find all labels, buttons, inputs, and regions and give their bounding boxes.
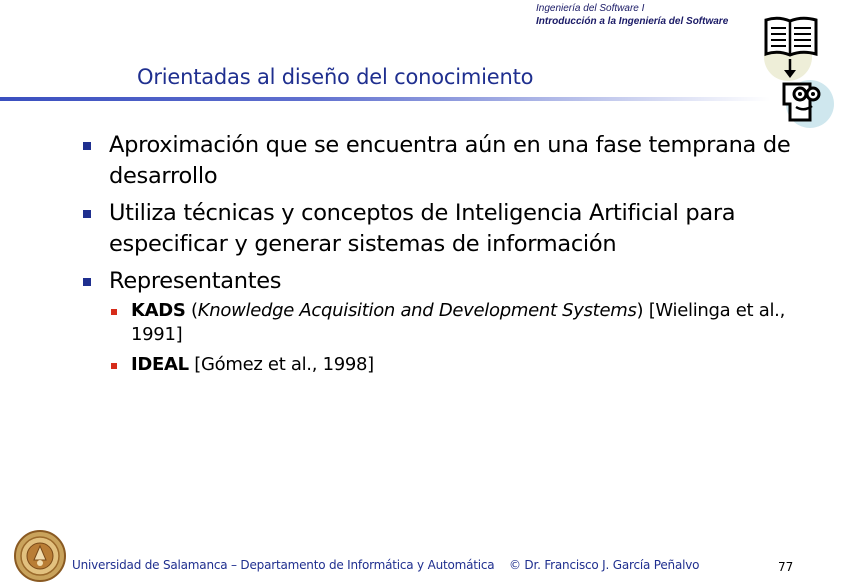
title-divider [0, 97, 770, 101]
page-number: 77 [778, 560, 794, 574]
bullet-list [83, 130, 833, 383]
book-and-thinking-figure-icon [760, 12, 840, 137]
paren-open: ( [185, 300, 198, 321]
footer-institution: Universidad de Salamanca – Departamento de Informática y Automática [72, 558, 495, 572]
sub-bullet-item [109, 299, 833, 347]
course-name: Ingeniería del Software I [536, 3, 645, 14]
bullet-item [83, 130, 833, 192]
method-reference: [Gómez et al., 1998] [188, 354, 374, 375]
course-module: Introducción a la Ingeniería del Software [536, 16, 729, 27]
method-reference: [Wielinga et al., 1991] [131, 300, 786, 345]
footer-author: © Dr. Francisco J. García Peñalvo [509, 558, 700, 572]
university-seal-icon [14, 530, 66, 582]
small-square-bullet-icon [111, 309, 117, 315]
square-bullet-icon [83, 142, 91, 150]
book-icon [766, 18, 816, 55]
method-name: IDEAL [131, 354, 189, 375]
sub-bullet-item [109, 353, 833, 377]
method-name: KADS [131, 300, 186, 321]
square-bullet-icon [83, 278, 91, 286]
bullet-text: Utiliza técnicas y conceptos de Inteligencia Artificial para especificar y generar sistemas de información [109, 200, 736, 257]
sub-bullet-list [109, 299, 833, 377]
bullet-item [83, 266, 833, 377]
small-square-bullet-icon [111, 363, 117, 369]
course-header [536, 2, 776, 28]
bullet-text: Representantes [109, 268, 282, 294]
bullet-item [83, 198, 833, 260]
paren-close: ) [636, 300, 649, 321]
slide-title: Orientadas al diseño del conocimiento [137, 65, 534, 89]
method-expansion: Knowledge Acquisition and Development Systems [197, 300, 637, 321]
square-bullet-icon [83, 210, 91, 218]
bullet-text: Aproximación que se encuentra aún en una fase temprana de desarrollo [109, 132, 791, 189]
